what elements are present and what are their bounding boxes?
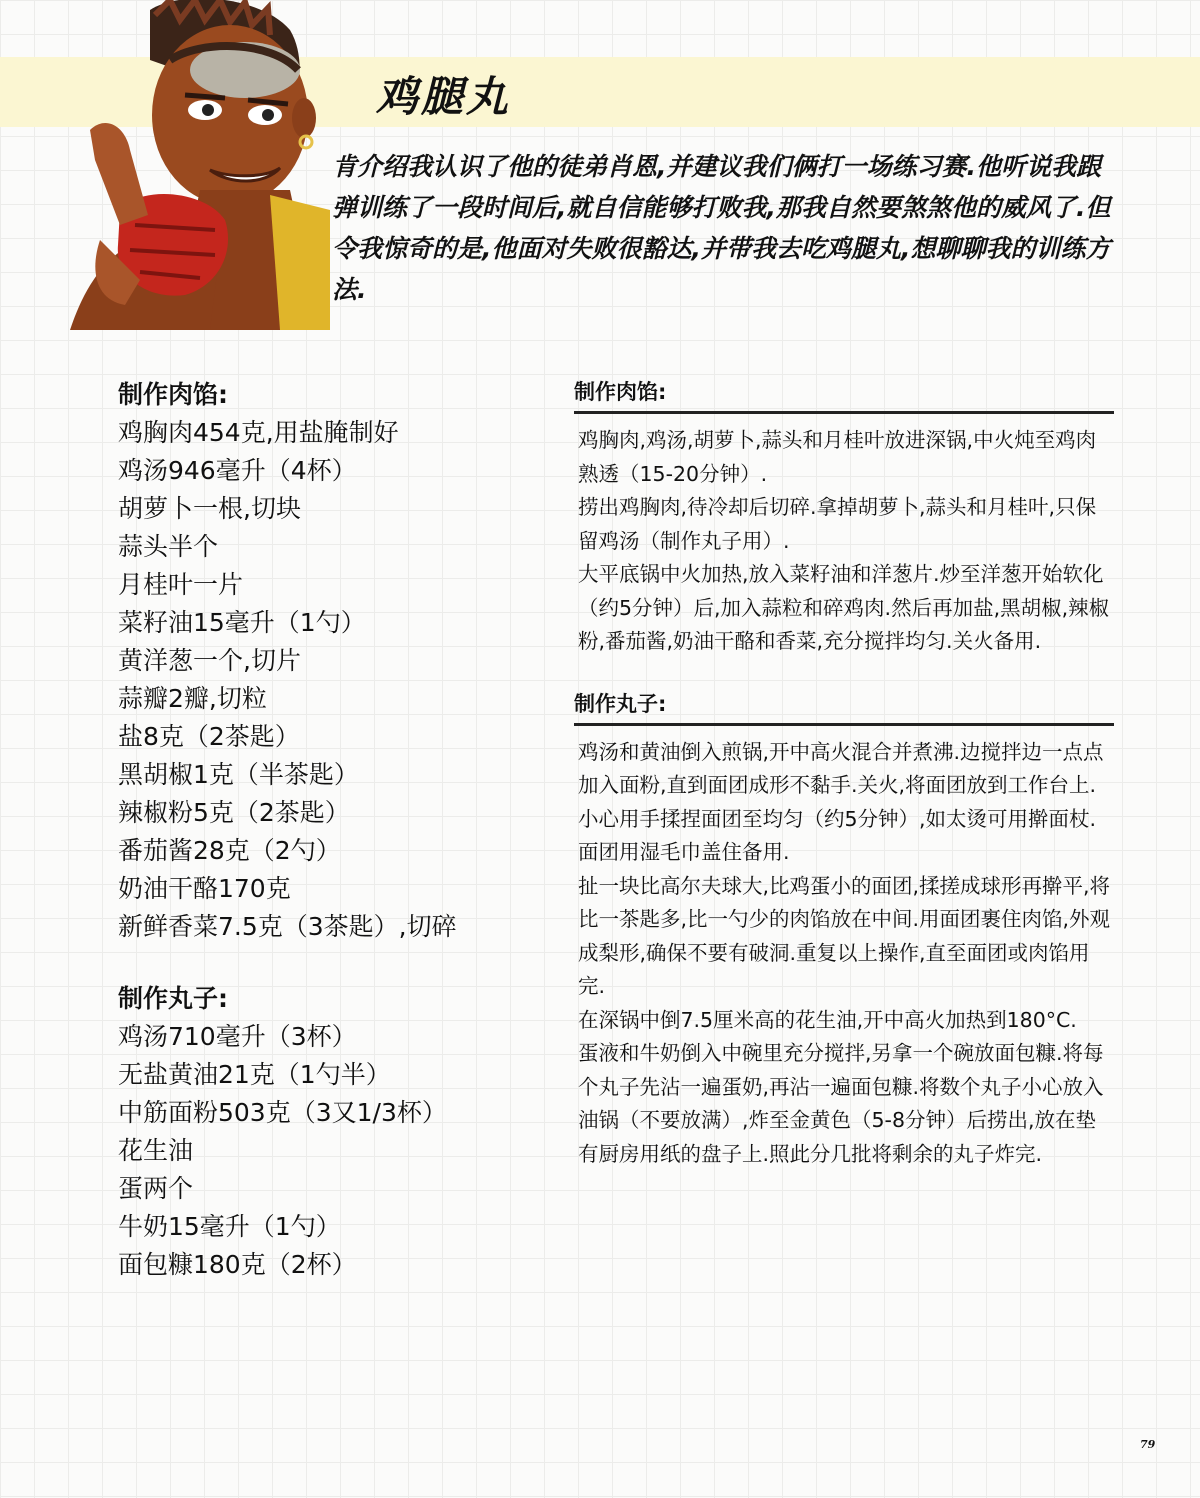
- recipe-title: 鸡腿丸: [376, 72, 512, 121]
- list-item: 牛奶15毫升（1勺）: [118, 1212, 341, 1241]
- list-item: 蒜瓣2瓣,切粒: [118, 684, 267, 713]
- list-item: 月桂叶一片: [118, 570, 244, 599]
- method-filling-heading: 制作肉馅:: [574, 377, 1114, 414]
- list-item: 新鲜香菜7.5克（3茶匙）,切碎: [118, 912, 457, 941]
- step-text: 鸡汤和黄油倒入煎锅,开中高火混合并煮沸.边搅拌边一点点加入面粉,直到面团成形不黏手.关火,将面团放到工作台上.小心用手揉捏面团至均匀（约5分钟）,如太烫可用擀面杖.面团用湿毛巾盖住备用.: [578, 739, 1104, 864]
- ingredients-filling-heading: 制作肉馅:: [118, 380, 228, 409]
- step-text: 扯一块比高尔夫球大,比鸡蛋小的面团,揉搓成球形再擀平,将比一茶匙多,比一勺少的肉馅放在中间.用面团裹住肉馅,外观成梨形,确保不要有破洞.重复以上操作,直至面团或肉馅用完.: [578, 873, 1111, 998]
- list-item: 番茄酱28克（2勺）: [118, 836, 341, 865]
- list-item: 奶油干酪170克: [118, 874, 291, 903]
- list-item: 黑胡椒1克（半茶匙）: [118, 760, 359, 789]
- step-text: 鸡胸肉,鸡汤,胡萝卜,蒜头和月桂叶放进深锅,中火炖至鸡肉熟透（15-20分钟）.: [578, 428, 1097, 486]
- ingredients-filling-list: [118, 414, 518, 946]
- list-item: 中筋面粉503克（3又1/3杯）: [118, 1098, 447, 1127]
- step-text: 蛋液和牛奶倒入中碗里充分搅拌,另拿一个碗放面包糠.将每个丸子先沾一遍蛋奶,再沾一遍面包糠.将数个丸子小心放入油锅（不要放满）,炸至金黄色（5-8分钟）后捞出,放在垫有厨房用纸的盘子上.照此分几批将剩余的丸子炸完.: [578, 1041, 1104, 1166]
- method-column: [574, 377, 1114, 1171]
- list-item: 胡萝卜一根,切块: [118, 494, 301, 523]
- list-item: 鸡汤946毫升（4杯）: [118, 456, 357, 485]
- list-item: 面包糠180克（2杯）: [118, 1250, 357, 1279]
- step-text: 在深锅中倒7.5厘米高的花生油,开中高火加热到180°C.: [578, 1007, 1077, 1032]
- list-item: 蒜头半个: [118, 532, 219, 561]
- list-item: 花生油: [118, 1136, 194, 1165]
- method-filling-steps: [578, 424, 1114, 659]
- step-text: 大平底锅中火加热,放入菜籽油和洋葱片.炒至洋葱开始软化（约5分钟）后,加入蒜粒和碎鸡肉.然后再加盐,黑胡椒,辣椒粉,番茄酱,奶油干酪和香菜,充分搅拌均匀.关火备用.: [578, 562, 1110, 653]
- list-item: 菜籽油15毫升（1勺）: [118, 608, 366, 637]
- list-item: 盐8克（2茶匙）: [118, 722, 300, 751]
- method-balls-heading: 制作丸子:: [574, 689, 1114, 726]
- ingredients-column: [118, 376, 518, 1284]
- list-item: 无盐黄油21克（1勺半）: [118, 1060, 391, 1089]
- method-balls-steps: [578, 736, 1114, 1172]
- step-text: 捞出鸡胸肉,待冷却后切碎.拿掉胡萝卜,蒜头和月桂叶,只保留鸡汤（制作丸子用）.: [578, 495, 1097, 553]
- list-item: 蛋两个: [118, 1174, 194, 1203]
- list-item: 黄洋葱一个,切片: [118, 646, 301, 675]
- list-item: 鸡胸肉454克,用盐腌制好: [118, 418, 399, 447]
- ingredients-balls-heading: 制作丸子:: [118, 984, 228, 1013]
- list-item: 辣椒粉5克（2茶匙）: [118, 798, 350, 827]
- character-portrait: [30, 0, 330, 330]
- list-item: 鸡汤710毫升（3杯）: [118, 1022, 357, 1051]
- ingredients-balls-list: [118, 1018, 518, 1284]
- intro-paragraph: 肯介绍我认识了他的徒弟肖恩,并建议我们俩打一场练习赛.他听说我跟弹训练了一段时间后,就自信能够打败我,那我自然要煞煞他的威风了.但令我惊奇的是,他面对失败很豁达,并带我去吃鸡腿丸,想聊聊我的训练方法.: [332, 152, 1111, 304]
- page-number: 79: [1140, 1438, 1156, 1451]
